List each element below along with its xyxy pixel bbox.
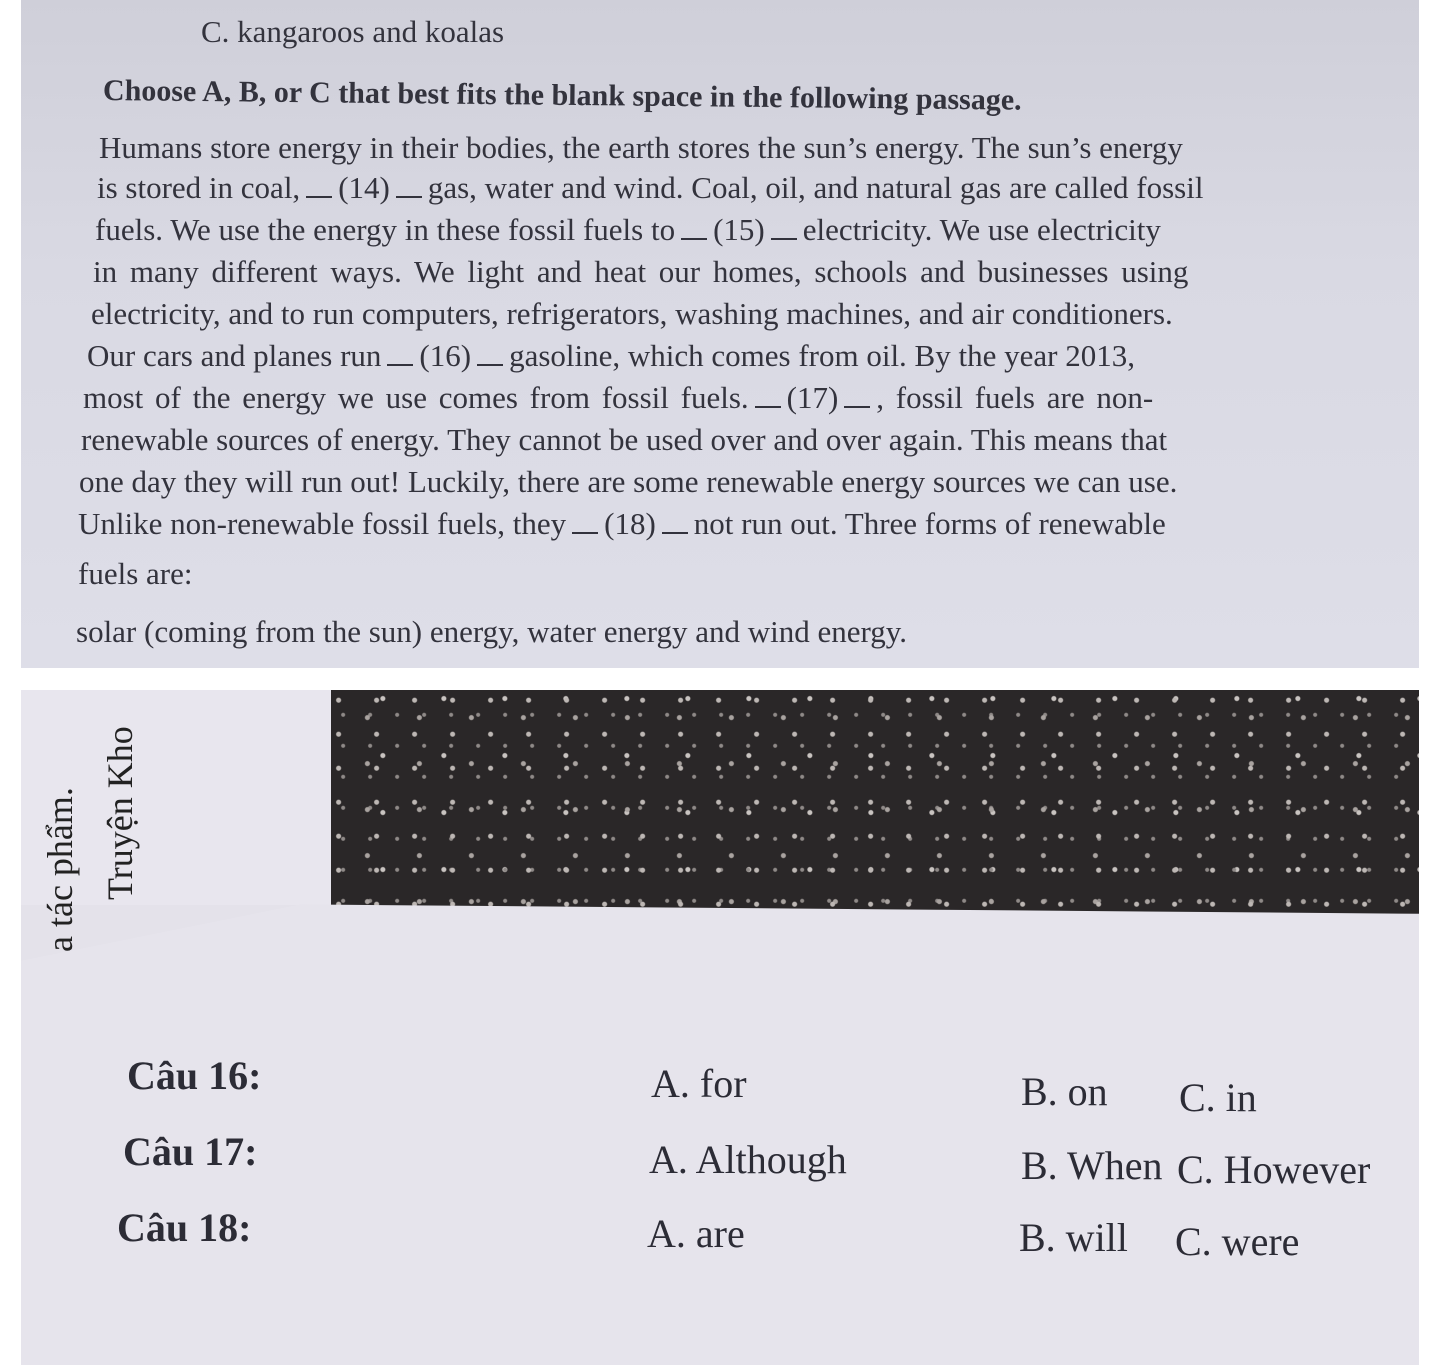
answers-photo [21, 690, 1419, 1365]
blank-line [755, 405, 781, 408]
blank-line [681, 237, 707, 240]
question-16-option-a[interactable]: A. for [651, 1061, 747, 1106]
blank-number-16: (16) [419, 338, 472, 373]
blank-number-18: (18) [604, 506, 656, 541]
blank-line [396, 195, 422, 198]
question-18-option-a[interactable]: A. are [647, 1211, 745, 1256]
spine-text-2: Truyện Kho [100, 726, 140, 900]
question-17-label: Câu 17: [123, 1129, 258, 1174]
question-17-option-c[interactable]: C. However [1177, 1147, 1371, 1192]
blank-line [662, 531, 688, 534]
passage-line-12: solar (coming from the sun) energy, water energy and wind energy. [76, 614, 908, 649]
previous-option-c: C. kangaroos and koalas [201, 14, 505, 49]
passage-line-10: Unlike non-renewable fossil fuels, they (18) not run out. Three forms of renewable [78, 506, 1166, 541]
question-17-option-a[interactable]: A. Although [649, 1137, 847, 1182]
question-16-option-b[interactable]: B. on [1021, 1069, 1108, 1114]
blank-line [771, 237, 797, 240]
passage-line-11: fuels are: [78, 556, 193, 591]
passage-line-6: Our cars and planes run (16) gasoline, which comes from oil. By the year 2013, [87, 338, 1135, 373]
instruction-heading: Choose A, B, or C that best fits the blank space in the following passage. [102, 74, 1022, 117]
question-16-label: Câu 16: [127, 1053, 262, 1098]
passage-line-4: in many different ways. We light and heat our homes, schools and businesses using [93, 254, 1189, 289]
question-18-label: Câu 18: [117, 1205, 252, 1250]
blank-number-15: (15) [713, 212, 765, 247]
blank-number-17: (17) [786, 380, 839, 415]
question-17-option-b[interactable]: B. When [1021, 1143, 1163, 1188]
blank-line [572, 531, 598, 534]
question-18-option-b[interactable]: B. will [1019, 1215, 1128, 1260]
spine-text-1: ua tác phẩm. [40, 787, 80, 970]
question-18-option-c[interactable]: C. were [1175, 1219, 1300, 1264]
passage-line-1: Humans store energy in their bodies, the earth stores the sun’s energy. The sun’s energy [99, 130, 1183, 165]
terrazzo-floor [331, 690, 1419, 915]
passage-line-2: is stored in coal, (14) gas, water and wind. Coal, oil, and natural gas are called fossil [97, 170, 1204, 205]
blank-number-14: (14) [338, 170, 390, 205]
question-16-option-c[interactable]: C. in [1179, 1075, 1257, 1120]
passage-line-3: fuels. We use the energy in these fossil fuels to (15) electricity. We use electricity [95, 212, 1161, 247]
blank-line [306, 195, 332, 198]
book-spine [21, 690, 333, 970]
passage-line-5: electricity, and to run computers, refrigerators, washing machines, and air conditioners. [91, 296, 1173, 331]
blank-line [844, 405, 870, 408]
passage-line-7: most of the energy we use comes from fossil fuels. (17) , fossil fuels are non- [83, 380, 1154, 415]
blank-line [387, 363, 413, 366]
passage-line-9: one day they will run out! Luckily, there are some renewable energy sources we can use. [79, 464, 1178, 499]
blank-line [477, 363, 503, 366]
passage-line-8: renewable sources of energy. They cannot be used over and over again. This means that [81, 422, 1168, 457]
passage-photo [21, 0, 1419, 668]
